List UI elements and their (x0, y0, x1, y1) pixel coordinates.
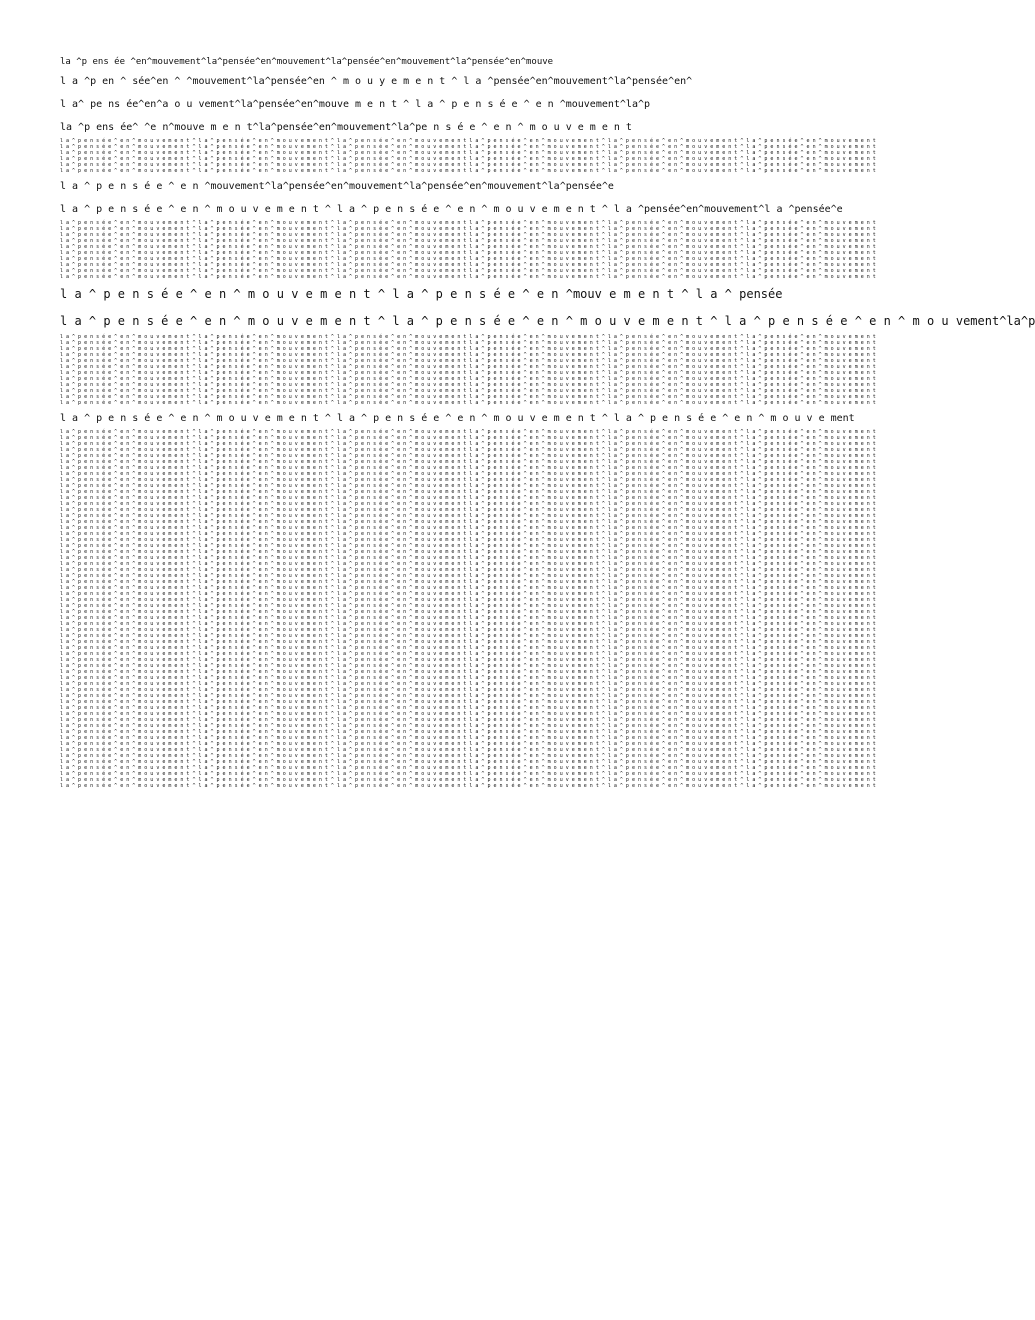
poem-line: l a ^ p e n s é e ^ e n ^ m o u v e m e n t ^ l a ^ p e n s é e ^ e n ^ m o u v e m e n t ^ l a ^ p e n s é e ^ e n ^ m o u v e m e n t l a ^ p e n s é e ^ e n ^ m o u v e m e n t ^ l a ^ p e n s é e ^ e n ^ m o u v e m e n t ^ l a ^ p e n s é e ^ e n ^ m o u v e m e n t (60, 232, 876, 238)
poem-line: l a ^ p e n s é e ^ e n ^ m o u v e m e n t ^ l a ^ p e n s é e ^ e n ^ m o u v e m e n t ^ l a ^ p e n s é e ^ e n ^ m o u v e m e n t l a ^ p e n s é e ^ e n ^ m o u v e m e n t ^ l a ^ p e n s é e ^ e n ^ m o u v e m e n t ^ l a ^ p e n s é e ^ e n ^ m o u v e m e n t (60, 741, 876, 747)
poem-line: l a ^ p e n s é e ^ e n ^ m o u v e m e n t ^ l a ^ p e n s é e ^ e n ^ m o u v e m e n t ^ l a ^ p e n s é e ^ e n ^ m o u v e m e n t l a ^ p e n s é e ^ e n ^ m o u v e m e n t ^ l a ^ p e n s é e ^ e n ^ m o u v e m e n t ^ l a ^ p e n s é e ^ e n ^ m o u v e m e n t (60, 429, 876, 435)
poem-line: l a ^ p e n s é e ^ e n ^ m o u v e m e n t ^ l a ^ p e n s é e ^ e n ^ m o u v e m e n t ^ l a ^ p e n s é e ^ e n ^ m o u v e m e n t l a ^ p e n s é e ^ e n ^ m o u v e m e n t ^ l a ^ p e n s é e ^ e n ^ m o u v e m e n t ^ l a ^ p e n s é e ^ e n ^ m o u v e m e n t (60, 681, 876, 687)
poem-line: l a ^ p e n s é e ^ e n ^ m o u v e m e n t ^ l a ^ p e n s é e ^ e n ^ m o u v e m e n t ^ l a ^ p e n s é e ^ e n ^ m o u v e m e n t l a ^ p e n s é e ^ e n ^ m o u v e m e n t ^ l a ^ p e n s é e ^ e n ^ m o u v e m e n t ^ l a ^ p e n s é e ^ e n ^ m o u v e m e n t (60, 447, 876, 453)
poem-line: l a ^ p e n s é e ^ e n ^ m o u v e m e n t ^ l a ^ p e n s é e ^ e n ^ m o u v e m e n t ^ l a ^ p e n s é e ^ e n ^ m o u v e m e n t l a ^ p e n s é e ^ e n ^ m o u v e m e n t ^ l a ^ p e n s é e ^ e n ^ m o u v e m e n t ^ l a ^ p e n s é e ^ e n ^ m o u v e m e n t (60, 693, 876, 699)
poem-line: l a ^ p e n s é e ^ e n ^ m o u v e m e n t ^ l a ^ p e n s é e ^ e n ^ m o u v e m e n t ^ l a ^ p e n s é e ^ e n ^ m o u v e m e n t l a ^ p e n s é e ^ e n ^ m o u v e m e n t ^ l a ^ p e n s é e ^ e n ^ m o u v e m e n t ^ l a ^ p e n s é e ^ e n ^ m o u v e m e n t (60, 759, 876, 765)
poem-line: l a ^ p e n s é e ^ e n ^ m o u v e m e n t ^ l a ^ p e n s é e ^ e n ^ m o u v e m e n t ^ l a ^ p e n s é e ^ e n ^ m o u v e m e n t l a ^ p e n s é e ^ e n ^ m o u v e m e n t ^ l a ^ p e n s é e ^ e n ^ m o u v e m e n t ^ l a ^ p e n s é e ^ e n ^ m o u v e m e n t (60, 603, 876, 609)
poem-line: l a ^ p e n s é e ^ e n ^ m o u v e m e n t ^ l a ^ p e n s é e ^ e n ^ m o u v e m e n t ^ l a ^ p e n s é e ^ e n ^ m o u v e m e n t l a ^ p e n s é e ^ e n ^ m o u v e m e n t ^ l a ^ p e n s é e ^ e n ^ m o u v e m e n t ^ l a ^ p e n s é e ^ e n ^ m o u v e m e n t (60, 519, 876, 525)
poem-line: l a ^ p e n s é e ^ e n ^ m o u v e m e n t ^ l a ^ p e n s é e ^ e n ^ m o u v e m e n t ^ l a ^ p e n s é e ^ e n ^ m o u v e m e n t l a ^ p e n s é e ^ e n ^ m o u v e m e n t ^ l a ^ p e n s é e ^ e n ^ m o u v e m e n t ^ l a ^ p e n s é e ^ e n ^ m o u v e m e n t (60, 639, 876, 645)
poem-line: l a ^ p e n s é e ^ e n ^ m o u v e m e n t ^ l a ^ p e n s é e ^ e n ^ m o u v e m e n t ^ l a ^ p e n s é e ^ e n ^ m o u v e m e n t l a ^ p e n s é e ^ e n ^ m o u v e m e n t ^ l a ^ p e n s é e ^ e n ^ m o u v e m e n t ^ l a ^ p e n s é e ^ e n ^ m o u v e m e n t (60, 459, 876, 465)
poem-line: l a ^ p e n s é e ^ e n ^ m o u v e m e n t ^ l a ^ p e n s é e ^ e n ^ m o u v e m e n t ^ l a ^ p e n s é e ^ e n ^ m o u v e m e n t l a ^ p e n s é e ^ e n ^ m o u v e m e n t ^ l a ^ p e n s é e ^ e n ^ m o u v e m e n t ^ l a ^ p e n s é e ^ e n ^ m o u v e m e n t (60, 352, 876, 358)
poem-line: l a ^ p e n s é e ^ e n ^ m o u v e m e n t ^ l a ^ p e n s é e ^ e n ^ m o u v e m e n t ^ l a ^ p e n s é e ^ e n ^ m o u v e m e n t l a ^ p e n s é e ^ e n ^ m o u v e m e n t ^ l a ^ p e n s é e ^ e n ^ m o u v e m e n t ^ l a ^ p e n s é e ^ e n ^ m o u v e m e n t (60, 561, 876, 567)
poem-line: l a ^ p e n s é e ^ e n ^ m o u v e m e n t ^ l a ^ p e n s é e ^ e n ^ m o u v e m e n t ^ l a ^ p e n s é e ^ e n ^ m o u v e m e n t l a ^ p e n s é e ^ e n ^ m o u v e m e n t ^ l a ^ p e n s é e ^ e n ^ m o u v e m e n t ^ l a ^ p e n s é e ^ e n ^ m o u v e m e n t (60, 507, 876, 513)
poem-line: l a ^ p e n s é e ^ e n ^ m o u v e m e n t ^ l a ^ p e n s é e ^ e n ^ m o u v e m e n t ^ l a ^ p e n s é e ^ e n ^ m o u v e m e n t l a ^ p e n s é e ^ e n ^ m o u v e m e n t ^ l a ^ p e n s é e ^ e n ^ m o u v e m e n t ^ l a ^ p e n s é e ^ e n ^ m o u v e m e n t (60, 162, 876, 168)
poem-line: l a ^ p e n s é e ^ e n ^ m o u v e m e n t ^ l a ^ p e n s é e ^ e n ^ m o u v e m e n t ^ l a ^ p e n s é e ^ e n ^ m o u v e m e n t l a ^ p e n s é e ^ e n ^ m o u v e m e n t ^ l a ^ p e n s é e ^ e n ^ m o u v e m e n t ^ l a ^ p e n s é e ^ e n ^ m o u v e m e n t (60, 549, 876, 555)
poem-line: l a ^ p e n s é e ^ e n ^ m o u v e m e n t ^ l a ^ p e n s é e ^ e n ^ m o u v e m e n t ^ l a ^ p e n s é e ^ e n ^ m o u v e m e n t l a ^ p e n s é e ^ e n ^ m o u v e m e n t ^ l a ^ p e n s é e ^ e n ^ m o u v e m e n t ^ l a ^ p e n s é e ^ e n ^ m o u v e m e n t (60, 400, 876, 406)
poem-line: l a ^ p e n s é e ^ e n ^ m o u v e m e n t ^ l a ^ p e n s é e ^ e n ^ m o u v e m e n t ^ l a ^ p e n s é e ^ e n ^ m o u v e m e n t l a ^ p e n s é e ^ e n ^ m o u v e m e n t ^ l a ^ p e n s é e ^ e n ^ m o u v e m e n t ^ l a ^ p e n s é e ^ e n ^ m o u v e m e n t (60, 220, 876, 226)
poem-line: l a ^ p e n s é e ^ e n ^ m o u v e m e n t ^ l a ^ p e n s é e ^ e n ^ m o u v e m e n t ^ l a ^ p e n s é e ^ e n ^ m o u v e m e n t l a ^ p e n s é e ^ e n ^ m o u v e m e n t ^ l a ^ p e n s é e ^ e n ^ m o u v e m e n t ^ l a ^ p e n s é e ^ e n ^ m o u v e m e n t (60, 382, 876, 388)
poem-line: l a ^ p e n s é e ^ e n ^ m o u v e m e n t ^ l a ^ p e n s é e ^ e n ^ m o u v e m e n t ^ l a ^ p e n s é e ^ e n ^ m o u v e m e n t l a ^ p e n s é e ^ e n ^ m o u v e m e n t ^ l a ^ p e n s é e ^ e n ^ m o u v e m e n t ^ l a ^ p e n s é e ^ e n ^ m o u v e m e n t (60, 513, 876, 519)
poem-line: l a ^ p e n s é e ^ e n ^ m o u v e m e n t ^ l a ^ p e n s é e ^ e n ^ m o u v e m e n t ^ l a ^ p e n s é e ^ e n ^ m o u v e m e n t l a ^ p e n s é e ^ e n ^ m o u v e m e n t ^ l a ^ p e n s é e ^ e n ^ m o u v e m e n t ^ l a ^ p e n s é e ^ e n ^ m o u v e m e n t (60, 645, 876, 651)
poem-line: l a ^ p e n s é e ^ e n ^ m o u v e m e n t ^ l a ^ p e n s é e ^ e n ^ m o u v e m e n t ^ l a ^ p e n s é e ^ e n ^ m o u v e m e n t l a ^ p e n s é e ^ e n ^ m o u v e m e n t ^ l a ^ p e n s é e ^ e n ^ m o u v e m e n t ^ l a ^ p e n s é e ^ e n ^ m o u v e m e n t (60, 537, 876, 543)
poem-line: l a ^ p e n s é e ^ e n ^ m o u v e m e n t ^ l a ^ p e n s é e ^ e n ^ m o u v e m e n t ^ l a ^ p e n s é e ^ e n ^ m o u v e m e n t l a ^ p e n s é e ^ e n ^ m o u v e m e n t ^ l a ^ p e n s é e ^ e n ^ m o u v e m e n t ^ l a ^ p e n s é e ^ e n ^ m o u v e m e n t (60, 543, 876, 549)
poem-line: l a ^ p e n s é e ^ e n ^ m o u v e m e n t ^ l a ^ p e n s é e ^ e n ^ m o u v e m e n t ^ l a ^ p e n s é e ^ e n ^ m o u v e m e n t l a ^ p e n s é e ^ e n ^ m o u v e m e n t ^ l a ^ p e n s é e ^ e n ^ m o u v e m e n t ^ l a ^ p e n s é e ^ e n ^ m o u v e m e n t (60, 573, 876, 579)
poem-line: l a ^ p e n s é e ^ e n ^ m o u v e m e n t ^ l a ^ p e n s é e ^ e n ^ m o u v e m e n t ^ l a ^ p e n s é e ^ e n ^ m o u v e m e n t l a ^ p e n s é e ^ e n ^ m o u v e m e n t ^ l a ^ p e n s é e ^ e n ^ m o u v e m e n t ^ l a ^ p e n s é e ^ e n ^ m o u v e m e n t (60, 244, 876, 250)
poem-line: l a ^ p e n s é e ^ e n ^ m o u v e m e n t ^ l a ^ p e n s é e ^ e n ^ m o u v e m e n t ^ l a ^ p e n s é e ^ e n ^ m o u v e m e n t l a ^ p e n s é e ^ e n ^ m o u v e m e n t ^ l a ^ p e n s é e ^ e n ^ m o u v e m e n t ^ l a ^ p e n s é e ^ e n ^ m o u v e m e n t (60, 376, 876, 382)
poem-line: l a ^ p e n s é e ^ e n ^ m o u v e m e n t ^ l a ^ p e n s é e ^ e n ^ m o u v e m e n t ^ l a ^ p e n s é e ^ e n ^ m o u v e m e n t l a ^ p e n s é e ^ e n ^ m o u v e m e n t ^ l a ^ p e n s é e ^ e n ^ m o u v e m e n t ^ l a ^ p e n s é e ^ e n ^ m o u v e m e n t (60, 501, 876, 507)
poem-line: l a ^ p e n s é e ^ e n ^ m o u v e m e n t ^ l a ^ p e n s é e ^ e n ^ m o u v e m e n t ^ l a ^ p e n s é e ^ e n ^ m o u v e m e n t l a ^ p e n s é e ^ e n ^ m o u v e m e n t ^ l a ^ p e n s é e ^ e n ^ m o u v e m e n t ^ l a ^ p e n s é e ^ e n ^ m o u v e m e n t (60, 663, 876, 669)
poem-line: l a ^ p e n s é e ^ e n ^ m o u v e m e n t ^ l a ^ p e n s é e ^ e n ^ m o u v e m e n t ^ l a ^ p e n s é e ^ e n ^ m o u v e m e n t l a ^ p e n s é e ^ e n ^ m o u v e m e n t ^ l a ^ p e n s é e ^ e n ^ m o u v e m e n t ^ l a ^ p e n s é e ^ e n ^ m o u v e m e n t (60, 579, 876, 585)
poem-line: l a ^ p e n s é e ^ e n ^ m o u v e m e n t ^ l a ^ p e n s é e ^ e n ^mouv e m e n t ^ l a ^ pensée (60, 287, 783, 301)
poem-line: l a ^ p e n s é e ^ e n ^ m o u v e m e n t ^ l a ^ p e n s é e ^ e n ^ m o u v e m e n t ^ l a ^ p e n s é e ^ e n ^ m o u v e m e n t l a ^ p e n s é e ^ e n ^ m o u v e m e n t ^ l a ^ p e n s é e ^ e n ^ m o u v e m e n t ^ l a ^ p e n s é e ^ e n ^ m o u v e m e n t (60, 274, 876, 280)
poem-line: l a ^ p e n s é e ^ e n ^ m o u v e m e n t ^ l a ^ p e n s é e ^ e n ^ m o u v e m e n t ^ l a ^ p e n s é e ^ e n ^ m o u v e m e n t l a ^ p e n s é e ^ e n ^ m o u v e m e n t ^ l a ^ p e n s é e ^ e n ^ m o u v e m e n t ^ l a ^ p e n s é e ^ e n ^ m o u v e m e n t (60, 753, 876, 759)
poem-line: l a ^ p e n s é e ^ e n ^ m o u v e m e n t ^ l a ^ p e n s é e ^ e n ^ m o u v e m e n t ^ l a ^ p e n s é e ^ e n ^ m o u v e m e n t l a ^ p e n s é e ^ e n ^ m o u v e m e n t ^ l a ^ p e n s é e ^ e n ^ m o u v e m e n t ^ l a ^ p e n s é e ^ e n ^ m o u v e m e n t (60, 370, 876, 376)
poem-line: l a ^ p e n s é e ^ e n ^ m o u v e m e n t ^ l a ^ p e n s é e ^ e n ^ m o u v e m e n t ^ l a ^ p e n s é e ^ e n ^ m o u v e m e n t l a ^ p e n s é e ^ e n ^ m o u v e m e n t ^ l a ^ p e n s é e ^ e n ^ m o u v e m e n t ^ l a ^ p e n s é e ^ e n ^ m o u v e m e n t (60, 783, 876, 789)
poem-line: l a ^ p e n s é e ^ e n ^ m o u v e m e n t ^ l a ^ p e n s é e ^ e n ^ m o u v e m e n t ^ l a ^ p e n s é e ^ e n ^ m o u v e m e n t l a ^ p e n s é e ^ e n ^ m o u v e m e n t ^ l a ^ p e n s é e ^ e n ^ m o u v e m e n t ^ l a ^ p e n s é e ^ e n ^ m o u v e m e n t (60, 621, 876, 627)
poem-line: l a ^ p e n s é e ^ e n ^ m o u v e m e n t ^ l a ^ p e n s é e ^ e n ^ m o u v e m e n t ^ l a ^ p e n s é e ^ e n ^ m o u v e m e n t l a ^ p e n s é e ^ e n ^ m o u v e m e n t ^ l a ^ p e n s é e ^ e n ^ m o u v e m e n t ^ l a ^ p e n s é e ^ e n ^ m o u v e m e n t (60, 765, 876, 771)
poem-line: l a ^ p e n s é e ^ e n ^ m o u v e m e n t ^ l a ^ p e n s é e ^ e n ^ m o u v e m e n t ^ l a ^ p e n s é e ^ e n ^ m o u v e m e n t l a ^ p e n s é e ^ e n ^ m o u v e m e n t ^ l a ^ p e n s é e ^ e n ^ m o u v e m e n t ^ l a ^ p e n s é e ^ e n ^ m o u v e m e n t (60, 358, 876, 364)
poem-line: l a ^ p e n s é e ^ e n ^ m o u v e m e n t ^ l a ^ p e n s é e ^ e n ^ m o u v e m e n t ^ l a ^ p e n s é e ^ e n ^ m o u v e m e n t l a ^ p e n s é e ^ e n ^ m o u v e m e n t ^ l a ^ p e n s é e ^ e n ^ m o u v e m e n t ^ l a ^ p e n s é e ^ e n ^ m o u v e m e n t (60, 705, 876, 711)
poem-line: l a ^ p e n s é e ^ e n ^ m o u v e m e n t ^ l a ^ p e n s é e ^ e n ^ m o u v e m e n t ^ l a ^ p e n s é e ^ e n ^ m o u v e m e n t l a ^ p e n s é e ^ e n ^ m o u v e m e n t ^ l a ^ p e n s é e ^ e n ^ m o u v e m e n t ^ l a ^ p e n s é e ^ e n ^ m o u v e m e n t (60, 256, 876, 262)
poem-line: l a ^ p e n s é e ^ e n ^ m o u v e m e n t ^ l a ^ p e n s é e ^ e n ^ m o u v e m e n t ^ l a ^ p e n s é e ^ e n ^ m o u v e m e n t l a ^ p e n s é e ^ e n ^ m o u v e m e n t ^ l a ^ p e n s é e ^ e n ^ m o u v e m e n t ^ l a ^ p e n s é e ^ e n ^ m o u v e m e n t (60, 394, 876, 400)
poem-line: l a ^ p e n s é e ^ e n ^ m o u v e m e n t ^ l a ^ p e n s é e ^ e n ^ m o u v e m e n t ^ l a ^ p e n s é e ^ e n ^ m o u v e m e n t l a ^ p e n s é e ^ e n ^ m o u v e m e n t ^ l a ^ p e n s é e ^ e n ^ m o u v e m e n t ^ l a ^ p e n s é e ^ e n ^ m o u v e m e n t (60, 585, 876, 591)
poem-line: l a ^ p e n s é e ^ e n ^mouvement^la^pensée^en^mouvement^la^pensée^en^mouvement^la^pensée^e (60, 181, 614, 192)
poem-line: l a ^ p e n s é e ^ e n ^ m o u v e m e n t ^ l a ^ p e n s é e ^ e n ^ m o u v e m e n t ^ l a ^ p e n s é e ^ e n ^ m o u v e m e n t l a ^ p e n s é e ^ e n ^ m o u v e m e n t ^ l a ^ p e n s é e ^ e n ^ m o u v e m e n t ^ l a ^ p e n s é e ^ e n ^ m o u v e m e n t (60, 226, 876, 232)
dense-text-block (60, 334, 876, 407)
poem-line: l a ^ p e n s é e ^ e n ^ m o u v e m e n t ^ l a ^ p e n s é e ^ e n ^ m o u v e m e n t ^ l a ^ p e n s é e ^ e n ^ m o u v e m e n t l a ^ p e n s é e ^ e n ^ m o u v e m e n t ^ l a ^ p e n s é e ^ e n ^ m o u v e m e n t ^ l a ^ p e n s é e ^ e n ^ m o u v e m e n t (60, 609, 876, 615)
poem-line: l a ^ p e n s é e ^ e n ^ m o u v e m e n t ^ l a ^ p e n s é e ^ e n ^ m o u v e m e n t ^ l a ^ p e n s é e ^ e n ^ m o u v e m e n t l a ^ p e n s é e ^ e n ^ m o u v e m e n t ^ l a ^ p e n s é e ^ e n ^ m o u v e m e n t ^ l a ^ p e n s é e ^ e n ^ m o u v e m e n t (60, 597, 876, 603)
poem-line: l a ^ p e n s é e ^ e n ^ m o u v e m e n t ^ l a ^ p e n s é e ^ e n ^ m o u v e m e n t ^ l a ^pensée^en^mouvement^l a ^pensée^e (60, 204, 843, 215)
poem-line: l a ^ p e n s é e ^ e n ^ m o u v e m e n t ^ l a ^ p e n s é e ^ e n ^ m o u v e m e n t ^ l a ^ p e n s é e ^ e n ^ m o u v e m e n t l a ^ p e n s é e ^ e n ^ m o u v e m e n t ^ l a ^ p e n s é e ^ e n ^ m o u v e m e n t ^ l a ^ p e n s é e ^ e n ^ m o u v e m e n t (60, 723, 876, 729)
poem-line: l a ^ p e n s é e ^ e n ^ m o u v e m e n t ^ l a ^ p e n s é e ^ e n ^ m o u v e m e n t ^ l a ^ p e n s é e ^ e n ^ m o u v e m e n t l a ^ p e n s é e ^ e n ^ m o u v e m e n t ^ l a ^ p e n s é e ^ e n ^ m o u v e m e n t ^ l a ^ p e n s é e ^ e n ^ m o u v e m e n t (60, 591, 876, 597)
poem-line: l a ^ p e n s é e ^ e n ^ m o u v e m e n t ^ l a ^ p e n s é e ^ e n ^ m o u v e m e n t ^ l a ^ p e n s é e ^ e n ^ m o u v e m e n t l a ^ p e n s é e ^ e n ^ m o u v e m e n t ^ l a ^ p e n s é e ^ e n ^ m o u v e m e n t ^ l a ^ p e n s é e ^ e n ^ m o u v e m e n t (60, 495, 876, 501)
poem-line: l a ^ p e n s é e ^ e n ^ m o u v e m e n t ^ l a ^ p e n s é e ^ e n ^ m o u v e m e n t ^ l a ^ p e n s é e ^ e n ^ m o u v e m e n t l a ^ p e n s é e ^ e n ^ m o u v e m e n t ^ l a ^ p e n s é e ^ e n ^ m o u v e m e n t ^ l a ^ p e n s é e ^ e n ^ m o u v e m e n t (60, 729, 876, 735)
poem-line: l a ^ p e n s é e ^ e n ^ m o u v e m e n t ^ l a ^ p e n s é e ^ e n ^ m o u v e m e n t ^ l a ^ p e n s é e ^ e n ^ m o u v e m e n t l a ^ p e n s é e ^ e n ^ m o u v e m e n t ^ l a ^ p e n s é e ^ e n ^ m o u v e m e n t ^ l a ^ p e n s é e ^ e n ^ m o u v e m e n t (60, 687, 876, 693)
poem-line: l a ^ p e n s é e ^ e n ^ m o u v e m e n t ^ l a ^ p e n s é e ^ e n ^ m o u v e m e n t ^ l a ^ p e n s é e ^ e n ^ m o u v e m e n t l a ^ p e n s é e ^ e n ^ m o u v e m e n t ^ l a ^ p e n s é e ^ e n ^ m o u v e m e n t ^ l a ^ p e n s é e ^ e n ^ m o u v e m e n t (60, 699, 876, 705)
poem-line: l a ^ p e n s é e ^ e n ^ m o u v e m e n t ^ l a ^ p e n s é e ^ e n ^ m o u v e m e n t ^ l a ^ p e n s é e ^ e n ^ m o u v e ment (60, 413, 855, 424)
poem-line: l a ^ p e n s é e ^ e n ^ m o u v e m e n t ^ l a ^ p e n s é e ^ e n ^ m o u v e m e n t ^ l a ^ p e n s é e ^ e n ^ m o u v e m e n t l a ^ p e n s é e ^ e n ^ m o u v e m e n t ^ l a ^ p e n s é e ^ e n ^ m o u v e m e n t ^ l a ^ p e n s é e ^ e n ^ m o u v e m e n t (60, 633, 876, 639)
poem-line: l a ^ p e n s é e ^ e n ^ m o u v e m e n t ^ l a ^ p e n s é e ^ e n ^ m o u v e m e n t ^ l a ^ p e n s é e ^ e n ^ m o u v e m e n t l a ^ p e n s é e ^ e n ^ m o u v e m e n t ^ l a ^ p e n s é e ^ e n ^ m o u v e m e n t ^ l a ^ p e n s é e ^ e n ^ m o u v e m e n t (60, 555, 876, 561)
poem-line: l a ^ p e n s é e ^ e n ^ m o u v e m e n t ^ l a ^ p e n s é e ^ e n ^ m o u v e m e n t ^ l a ^ p e n s é e ^ e n ^ m o u v e m e n t l a ^ p e n s é e ^ e n ^ m o u v e m e n t ^ l a ^ p e n s é e ^ e n ^ m o u v e m e n t ^ l a ^ p e n s é e ^ e n ^ m o u v e m e n t (60, 747, 876, 753)
dense-text-block (60, 138, 876, 175)
poem-line: l a ^ p e n s é e ^ e n ^ m o u v e m e n t ^ l a ^ p e n s é e ^ e n ^ m o u v e m e n t ^ l a ^ p e n s é e ^ e n ^ m o u v e m e n t l a ^ p e n s é e ^ e n ^ m o u v e m e n t ^ l a ^ p e n s é e ^ e n ^ m o u v e m e n t ^ l a ^ p e n s é e ^ e n ^ m o u v e m e n t (60, 669, 876, 675)
poem-line: l a ^ p e n s é e ^ e n ^ m o u v e m e n t ^ l a ^ p e n s é e ^ e n ^ m o u v e m e n t ^ l a ^ p e n s é e ^ e n ^ m o u v e m e n t l a ^ p e n s é e ^ e n ^ m o u v e m e n t ^ l a ^ p e n s é e ^ e n ^ m o u v e m e n t ^ l a ^ p e n s é e ^ e n ^ m o u v e m e n t (60, 477, 876, 483)
poem-line: l a ^ p e n s é e ^ e n ^ m o u v e m e n t ^ l a ^ p e n s é e ^ e n ^ m o u v e m e n t ^ l a ^ p e n s é e ^ e n ^ m o u v e m e n t l a ^ p e n s é e ^ e n ^ m o u v e m e n t ^ l a ^ p e n s é e ^ e n ^ m o u v e m e n t ^ l a ^ p e n s é e ^ e n ^ m o u v e m e n t (60, 453, 876, 459)
poem-line: l a ^ p e n s é e ^ e n ^ m o u v e m e n t ^ l a ^ p e n s é e ^ e n ^ m o u v e m e n t ^ l a ^ p e n s é e ^ e n ^ m o u v e m e n t l a ^ p e n s é e ^ e n ^ m o u v e m e n t ^ l a ^ p e n s é e ^ e n ^ m o u v e m e n t ^ l a ^ p e n s é e ^ e n ^ m o u v e m e n t (60, 364, 876, 370)
poem-line: l a ^ p e n s é e ^ e n ^ m o u v e m e n t ^ l a ^ p e n s é e ^ e n ^ m o u v e m e n t ^ l a ^ p e n s é e ^ e n ^ m o u v e m e n t l a ^ p e n s é e ^ e n ^ m o u v e m e n t ^ l a ^ p e n s é e ^ e n ^ m o u v e m e n t ^ l a ^ p e n s é e ^ e n ^ m o u v e m e n t (60, 168, 876, 174)
poem-line: l a ^ p e n s é e ^ e n ^ m o u v e m e n t ^ l a ^ p e n s é e ^ e n ^ m o u v e m e n t ^ l a ^ p e n s é e ^ e n ^ m o u v e m e n t l a ^ p e n s é e ^ e n ^ m o u v e m e n t ^ l a ^ p e n s é e ^ e n ^ m o u v e m e n t ^ l a ^ p e n s é e ^ e n ^ m o u v e m e n t (60, 483, 876, 489)
poem-line: l a ^ p e n s é e ^ e n ^ m o u v e m e n t ^ l a ^ p e n s é e ^ e n ^ m o u v e m e n t ^ l a ^ p e n s é e ^ e n ^ m o u v e m e n t l a ^ p e n s é e ^ e n ^ m o u v e m e n t ^ l a ^ p e n s é e ^ e n ^ m o u v e m e n t ^ l a ^ p e n s é e ^ e n ^ m o u v e m e n t (60, 268, 876, 274)
poem-line: l a ^ p e n s é e ^ e n ^ m o u v e m e n t ^ l a ^ p e n s é e ^ e n ^ m o u v e m e n t ^ l a ^ p e n s é e ^ e n ^ m o u v e m e n t l a ^ p e n s é e ^ e n ^ m o u v e m e n t ^ l a ^ p e n s é e ^ e n ^ m o u v e m e n t ^ l a ^ p e n s é e ^ e n ^ m o u v e m e n t (60, 346, 876, 352)
concrete-poem (60, 57, 1035, 1264)
poem-line: l a ^ p e n s é e ^ e n ^ m o u v e m e n t ^ l a ^ p e n s é e ^ e n ^ m o u v e m e n t ^ l a ^ p e n s é e ^ e n ^ m o u v e m e n t l a ^ p e n s é e ^ e n ^ m o u v e m e n t ^ l a ^ p e n s é e ^ e n ^ m o u v e m e n t ^ l a ^ p e n s é e ^ e n ^ m o u v e m e n t (60, 435, 876, 441)
poem-line: l a ^ p e n s é e ^ e n ^ m o u v e m e n t ^ l a ^ p e n s é e ^ e n ^ m o u v e m e n t ^ l a ^ p e n s é e ^ e n ^ m o u v e m e n t l a ^ p e n s é e ^ e n ^ m o u v e m e n t ^ l a ^ p e n s é e ^ e n ^ m o u v e m e n t ^ l a ^ p e n s é e ^ e n ^ m o u v e m e n t (60, 340, 876, 346)
poem-line: l a ^ p e n s é e ^ e n ^ m o u v e m e n t ^ l a ^ p e n s é e ^ e n ^ m o u v e m e n t ^ l a ^ p e n s é e ^ e n ^ m o u v e m e n t l a ^ p e n s é e ^ e n ^ m o u v e m e n t ^ l a ^ p e n s é e ^ e n ^ m o u v e m e n t ^ l a ^ p e n s é e ^ e n ^ m o u v e m e n t (60, 567, 876, 573)
poem-line: l a ^ p e n s é e ^ e n ^ m o u v e m e n t ^ l a ^ p e n s é e ^ e n ^ m o u v e m e n t ^ l a ^ p e n s é e ^ e n ^ m o u v e m e n t l a ^ p e n s é e ^ e n ^ m o u v e m e n t ^ l a ^ p e n s é e ^ e n ^ m o u v e m e n t ^ l a ^ p e n s é e ^ e n ^ m o u v e m e n t (60, 156, 876, 162)
poem-line: l a ^ p e n s é e ^ e n ^ m o u v e m e n t ^ l a ^ p e n s é e ^ e n ^ m o u v e m e n t ^ l a ^ p e n s é e ^ e n ^ m o u v e m e n t l a ^ p e n s é e ^ e n ^ m o u v e m e n t ^ l a ^ p e n s é e ^ e n ^ m o u v e m e n t ^ l a ^ p e n s é e ^ e n ^ m o u v e m e n t (60, 238, 876, 244)
poem-line: l a ^ p e n s é e ^ e n ^ m o u v e m e n t ^ l a ^ p e n s é e ^ e n ^ m o u v e m e n t ^ l a ^ p e n s é e ^ e n ^ m o u v e m e n t l a ^ p e n s é e ^ e n ^ m o u v e m e n t ^ l a ^ p e n s é e ^ e n ^ m o u v e m e n t ^ l a ^ p e n s é e ^ e n ^ m o u v e m e n t (60, 651, 876, 657)
poem-line: la ^p ens ée^ ^e n^mouve m e n t^la^pensée^en^mouvement^la^pe n s é e ^ e n ^ m o u v e m e n t (60, 122, 632, 133)
poem-line: l a ^ p e n s é e ^ e n ^ m o u v e m e n t ^ l a ^ p e n s é e ^ e n ^ m o u v e m e n t ^ l a ^ p e n s é e ^ e n ^ m o u v e m e n t l a ^ p e n s é e ^ e n ^ m o u v e m e n t ^ l a ^ p e n s é e ^ e n ^ m o u v e m e n t ^ l a ^ p e n s é e ^ e n ^ m o u v e m e n t (60, 262, 876, 268)
poem-line: l a ^ p e n s é e ^ e n ^ m o u v e m e n t ^ l a ^ p e n s é e ^ e n ^ m o u v e m e n t ^ l a ^ p e n s é e ^ e n ^ m o u v e m e n t l a ^ p e n s é e ^ e n ^ m o u v e m e n t ^ l a ^ p e n s é e ^ e n ^ m o u v e m e n t ^ l a ^ p e n s é e ^ e n ^ m o u v e m e n t (60, 627, 876, 633)
poem-line: l a ^p en ^ sée^en ^ ^mouvement^la^pensée^en ^ m o u y e m e n t ^ l a ^pensée^en^mouvement^la^pensée^en^ (60, 76, 693, 87)
poem-line: l a ^ p e n s é e ^ e n ^ m o u v e m e n t ^ l a ^ p e n s é e ^ e n ^ m o u v e m e n t ^ l a ^ p e n s é e ^ e n ^ m o u v e m e n t l a ^ p e n s é e ^ e n ^ m o u v e m e n t ^ l a ^ p e n s é e ^ e n ^ m o u v e m e n t ^ l a ^ p e n s é e ^ e n ^ m o u v e m e n t (60, 334, 876, 340)
poem-line: l a ^ p e n s é e ^ e n ^ m o u v e m e n t ^ l a ^ p e n s é e ^ e n ^ m o u v e m e n t ^ l a ^ p e n s é e ^ e n ^ m o u v e m e n t l a ^ p e n s é e ^ e n ^ m o u v e m e n t ^ l a ^ p e n s é e ^ e n ^ m o u v e m e n t ^ l a ^ p e n s é e ^ e n ^ m o u v e m e n t (60, 388, 876, 394)
poem-line: l a^ pe ns ée^en^a o u vement^la^pensée^en^mouve m e n t ^ l a ^ p e n s é e ^ e n ^mouvement^la^p (60, 99, 651, 110)
poem-line: l a ^ p e n s é e ^ e n ^ m o u v e m e n t ^ l a ^ p e n s é e ^ e n ^ m o u v e m e n t ^ l a ^ p e n s é e ^ e n ^ m o u v e m e n t l a ^ p e n s é e ^ e n ^ m o u v e m e n t ^ l a ^ p e n s é e ^ e n ^ m o u v e m e n t ^ l a ^ p e n s é e ^ e n ^ m o u v e m e n t (60, 489, 876, 495)
poem-line: l a ^ p e n s é e ^ e n ^ m o u v e m e n t ^ l a ^ p e n s é e ^ e n ^ m o u v e m e n t ^ l a ^ p e n s é e ^ e n ^ m o u v e m e n t l a ^ p e n s é e ^ e n ^ m o u v e m e n t ^ l a ^ p e n s é e ^ e n ^ m o u v e m e n t ^ l a ^ p e n s é e ^ e n ^ m o u v e m e n t (60, 657, 876, 663)
poem-line: l a ^ p e n s é e ^ e n ^ m o u v e m e n t ^ l a ^ p e n s é e ^ e n ^ m o u v e m e n t ^ l a ^ p e n s é e ^ e n ^ m o u v e m e n t l a ^ p e n s é e ^ e n ^ m o u v e m e n t ^ l a ^ p e n s é e ^ e n ^ m o u v e m e n t ^ l a ^ p e n s é e ^ e n ^ m o u v e m e n t (60, 717, 876, 723)
poem-line: l a ^ p e n s é e ^ e n ^ m o u v e m e n t ^ l a ^ p e n s é e ^ e n ^ m o u v e m e n t ^ l a ^ p e n s é e ^ e n ^ m o u v e m e n t l a ^ p e n s é e ^ e n ^ m o u v e m e n t ^ l a ^ p e n s é e ^ e n ^ m o u v e m e n t ^ l a ^ p e n s é e ^ e n ^ m o u v e m e n t (60, 531, 876, 537)
poem-line: l a ^ p e n s é e ^ e n ^ m o u v e m e n t ^ l a ^ p e n s é e ^ e n ^ m o u v e m e n t ^ l a ^ p e n s é e ^ e n ^ m o u v e m e n t l a ^ p e n s é e ^ e n ^ m o u v e m e n t ^ l a ^ p e n s é e ^ e n ^ m o u v e m e n t ^ l a ^ p e n s é e ^ e n ^ m o u v e m e n t (60, 735, 876, 741)
poem-line: l a ^ p e n s é e ^ e n ^ m o u v e m e n t ^ l a ^ p e n s é e ^ e n ^ m o u v e m e n t ^ l a ^ p e n s é e ^ e n ^ m o u v e m e n t l a ^ p e n s é e ^ e n ^ m o u v e m e n t ^ l a ^ p e n s é e ^ e n ^ m o u v e m e n t ^ l a ^ p e n s é e ^ e n ^ m o u v e m e n t (60, 525, 876, 531)
poem-line: l a ^ p e n s é e ^ e n ^ m o u v e m e n t ^ l a ^ p e n s é e ^ e n ^ m o u v e m e n t ^ l a ^ p e n s é e ^ e n ^ m o u v e m e n t l a ^ p e n s é e ^ e n ^ m o u v e m e n t ^ l a ^ p e n s é e ^ e n ^ m o u v e m e n t ^ l a ^ p e n s é e ^ e n ^ m o u v e m e n t (60, 771, 876, 777)
poem-line: la ^p ens ée ^en^mouvement^la^pensée^en^mouvement^la^pensée^en^mouvement^la^pensée^en^mouve (60, 57, 554, 67)
poem-line: l a ^ p e n s é e ^ e n ^ m o u v e m e n t ^ l a ^ p e n s é e ^ e n ^ m o u v e m e n t ^ l a ^ p e n s é e ^ e n ^ m o u v e m e n t l a ^ p e n s é e ^ e n ^ m o u v e m e n t ^ l a ^ p e n s é e ^ e n ^ m o u v e m e n t ^ l a ^ p e n s é e ^ e n ^ m o u v e m e n t (60, 138, 876, 144)
poem-line: l a ^ p e n s é e ^ e n ^ m o u v e m e n t ^ l a ^ p e n s é e ^ e n ^ m o u v e m e n t ^ l a ^ p e n s é e ^ e n ^ m o u v e m e n t l a ^ p e n s é e ^ e n ^ m o u v e m e n t ^ l a ^ p e n s é e ^ e n ^ m o u v e m e n t ^ l a ^ p e n s é e ^ e n ^ m o u v e m e n t (60, 250, 876, 256)
poem-line: l a ^ p e n s é e ^ e n ^ m o u v e m e n t ^ l a ^ p e n s é e ^ e n ^ m o u v e m e n t ^ l a ^ p e n s é e ^ e n ^ m o u vement^la^p (60, 314, 1035, 328)
poem-line: l a ^ p e n s é e ^ e n ^ m o u v e m e n t ^ l a ^ p e n s é e ^ e n ^ m o u v e m e n t ^ l a ^ p e n s é e ^ e n ^ m o u v e m e n t l a ^ p e n s é e ^ e n ^ m o u v e m e n t ^ l a ^ p e n s é e ^ e n ^ m o u v e m e n t ^ l a ^ p e n s é e ^ e n ^ m o u v e m e n t (60, 150, 876, 156)
poem-line: l a ^ p e n s é e ^ e n ^ m o u v e m e n t ^ l a ^ p e n s é e ^ e n ^ m o u v e m e n t ^ l a ^ p e n s é e ^ e n ^ m o u v e m e n t l a ^ p e n s é e ^ e n ^ m o u v e m e n t ^ l a ^ p e n s é e ^ e n ^ m o u v e m e n t ^ l a ^ p e n s é e ^ e n ^ m o u v e m e n t (60, 675, 876, 681)
poem-line: l a ^ p e n s é e ^ e n ^ m o u v e m e n t ^ l a ^ p e n s é e ^ e n ^ m o u v e m e n t ^ l a ^ p e n s é e ^ e n ^ m o u v e m e n t l a ^ p e n s é e ^ e n ^ m o u v e m e n t ^ l a ^ p e n s é e ^ e n ^ m o u v e m e n t ^ l a ^ p e n s é e ^ e n ^ m o u v e m e n t (60, 471, 876, 477)
poem-line: l a ^ p e n s é e ^ e n ^ m o u v e m e n t ^ l a ^ p e n s é e ^ e n ^ m o u v e m e n t ^ l a ^ p e n s é e ^ e n ^ m o u v e m e n t l a ^ p e n s é e ^ e n ^ m o u v e m e n t ^ l a ^ p e n s é e ^ e n ^ m o u v e m e n t ^ l a ^ p e n s é e ^ e n ^ m o u v e m e n t (60, 144, 876, 150)
poem-line: l a ^ p e n s é e ^ e n ^ m o u v e m e n t ^ l a ^ p e n s é e ^ e n ^ m o u v e m e n t ^ l a ^ p e n s é e ^ e n ^ m o u v e m e n t l a ^ p e n s é e ^ e n ^ m o u v e m e n t ^ l a ^ p e n s é e ^ e n ^ m o u v e m e n t ^ l a ^ p e n s é e ^ e n ^ m o u v e m e n t (60, 615, 876, 621)
poem-line: l a ^ p e n s é e ^ e n ^ m o u v e m e n t ^ l a ^ p e n s é e ^ e n ^ m o u v e m e n t ^ l a ^ p e n s é e ^ e n ^ m o u v e m e n t l a ^ p e n s é e ^ e n ^ m o u v e m e n t ^ l a ^ p e n s é e ^ e n ^ m o u v e m e n t ^ l a ^ p e n s é e ^ e n ^ m o u v e m e n t (60, 777, 876, 783)
poem-line: l a ^ p e n s é e ^ e n ^ m o u v e m e n t ^ l a ^ p e n s é e ^ e n ^ m o u v e m e n t ^ l a ^ p e n s é e ^ e n ^ m o u v e m e n t l a ^ p e n s é e ^ e n ^ m o u v e m e n t ^ l a ^ p e n s é e ^ e n ^ m o u v e m e n t ^ l a ^ p e n s é e ^ e n ^ m o u v e m e n t (60, 711, 876, 717)
poem-line: l a ^ p e n s é e ^ e n ^ m o u v e m e n t ^ l a ^ p e n s é e ^ e n ^ m o u v e m e n t ^ l a ^ p e n s é e ^ e n ^ m o u v e m e n t l a ^ p e n s é e ^ e n ^ m o u v e m e n t ^ l a ^ p e n s é e ^ e n ^ m o u v e m e n t ^ l a ^ p e n s é e ^ e n ^ m o u v e m e n t (60, 441, 876, 447)
dense-text-block (60, 220, 876, 281)
dense-text-block (60, 429, 876, 790)
poem-line: l a ^ p e n s é e ^ e n ^ m o u v e m e n t ^ l a ^ p e n s é e ^ e n ^ m o u v e m e n t ^ l a ^ p e n s é e ^ e n ^ m o u v e m e n t l a ^ p e n s é e ^ e n ^ m o u v e m e n t ^ l a ^ p e n s é e ^ e n ^ m o u v e m e n t ^ l a ^ p e n s é e ^ e n ^ m o u v e m e n t (60, 465, 876, 471)
